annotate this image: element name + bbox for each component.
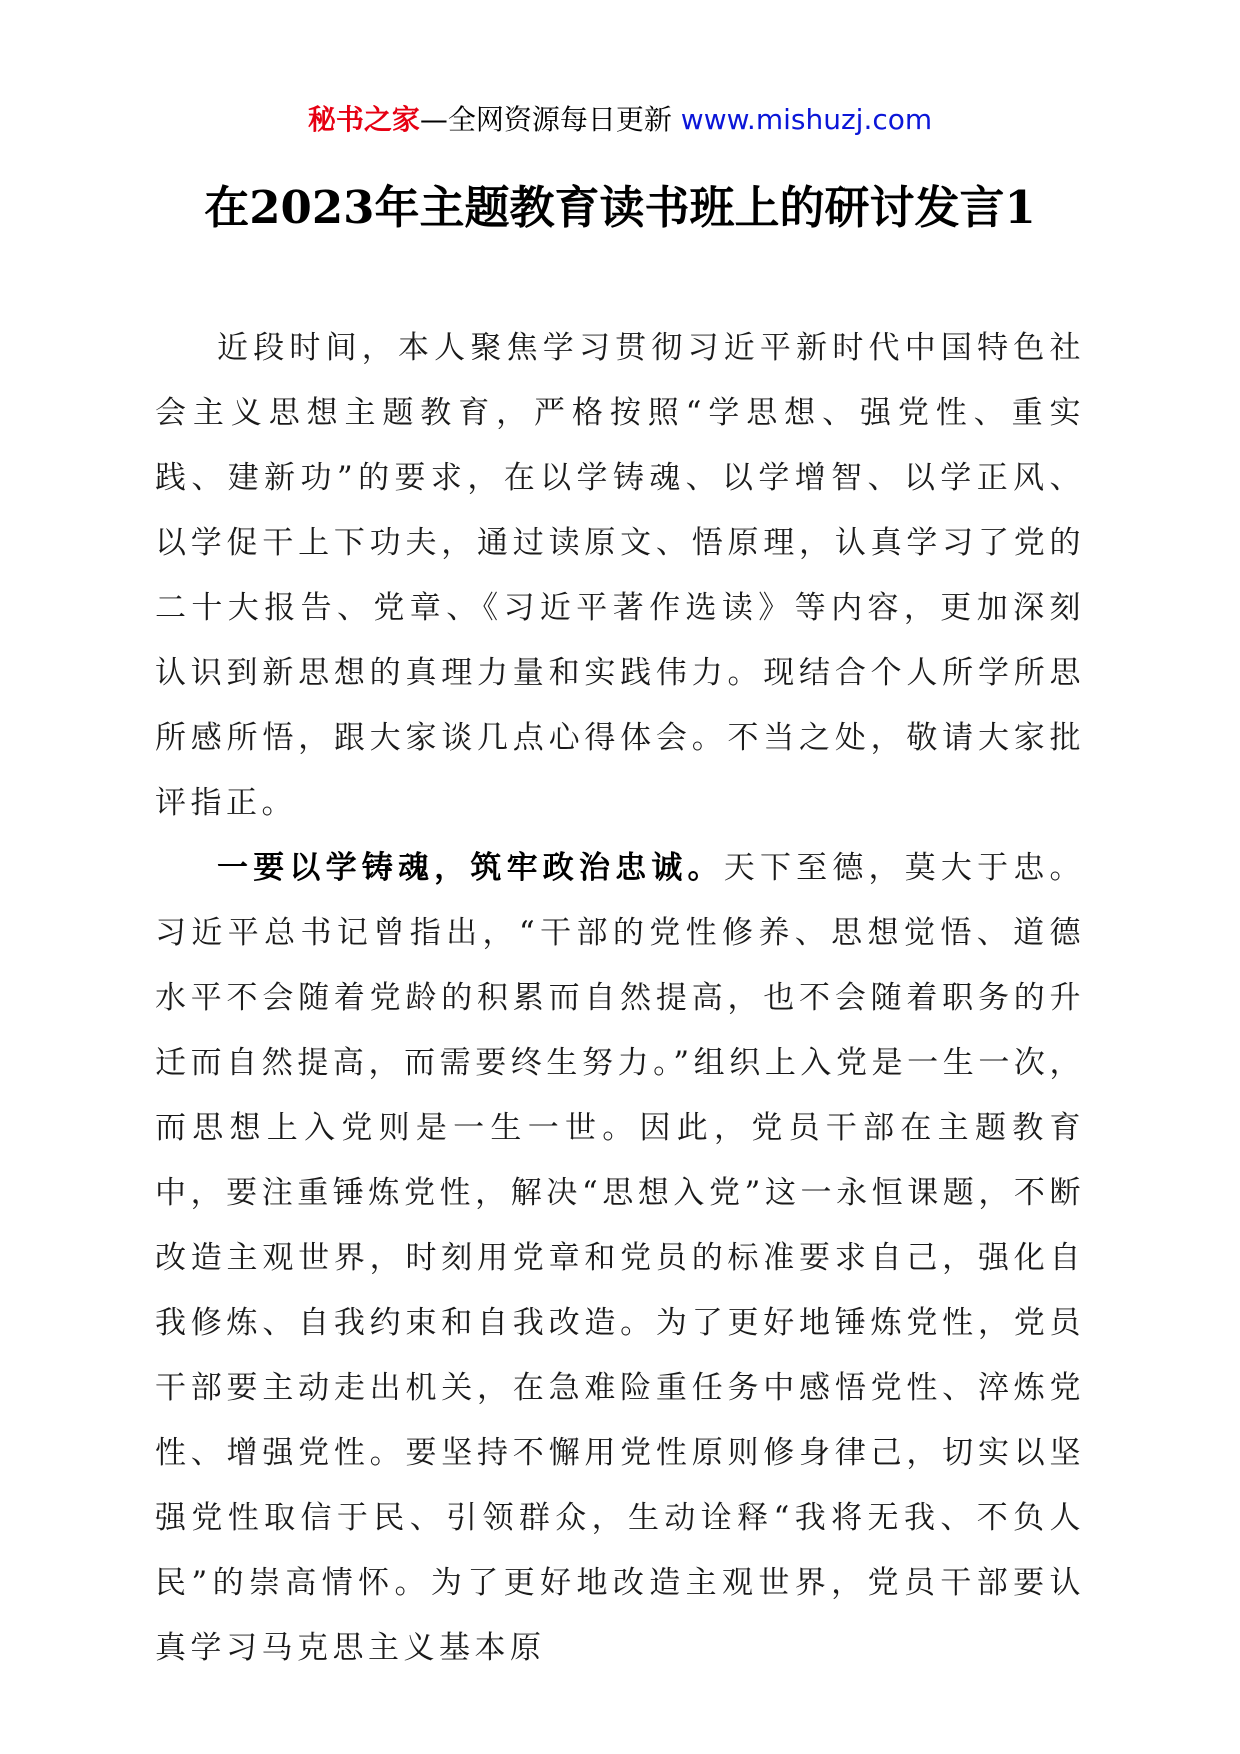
site-url-link[interactable]: www.mishuzj.com (680, 103, 933, 136)
body-paragraph-1 (155, 316, 1085, 836)
document-title: 在2023年主题教育读书班上的研讨发言1 (204, 181, 1036, 234)
paragraph-1-text: 近段时间，本人聚焦学习贯彻习近平新时代中国特色社会主义思想主题教育，严格按照“学思想、强党性、重实践、建新功”的要求，在以学铸魂、以学增智、以学正风、以学促干上下功夫，通过读原文、悟原理，认真学习了党的二十大报告、党章、《习近平著作选读》等内容，更加深刻认识到新思想的真理力量和实践伟力。现结合个人所学所思所感所悟，跟大家谈几点心得体会。不当之处，敬请大家批评指正。 (155, 330, 1085, 821)
paragraph-2-text: 天下至德，莫大于忠。习近平总书记曾指出，“干部的党性修养、思想觉悟、道德水平不会随着党龄的积累而自然提高，也不会随着职务的升迁而自然提高，而需要终生努力。”组织上入党是一生一次，而思想上入党则是一生一世。因此，党员干部在主题教育中，要注重锤炼党性，解决“思想入党”这一永恒课题，不断改造主观世界，时刻用党章和党员的标准要求自己，强化自我修炼、自我约束和自我改造。为了更好地锤炼党性，党员干部要主动走出机关，在急难险重任务中感悟党性、淬炼党性、增强党性。要坚持不懈用党性原则修身律己，切实以坚强党性取信于民、引领群众，生动诠释“我将无我、不负人民”的崇高情怀。为了更好地改造主观世界，党员干部要认真学习马克思主义基本原 (155, 850, 1086, 1666)
document-body (155, 316, 1085, 1681)
paragraph-2-heading: 一要以学铸魂，筑牢政治忠诚。 (217, 850, 724, 886)
site-tagline: —全网资源每日更新 (419, 103, 672, 136)
site-brand: 秘书之家 (307, 103, 420, 136)
site-header (0, 100, 1240, 140)
body-paragraph-2 (155, 836, 1085, 1681)
